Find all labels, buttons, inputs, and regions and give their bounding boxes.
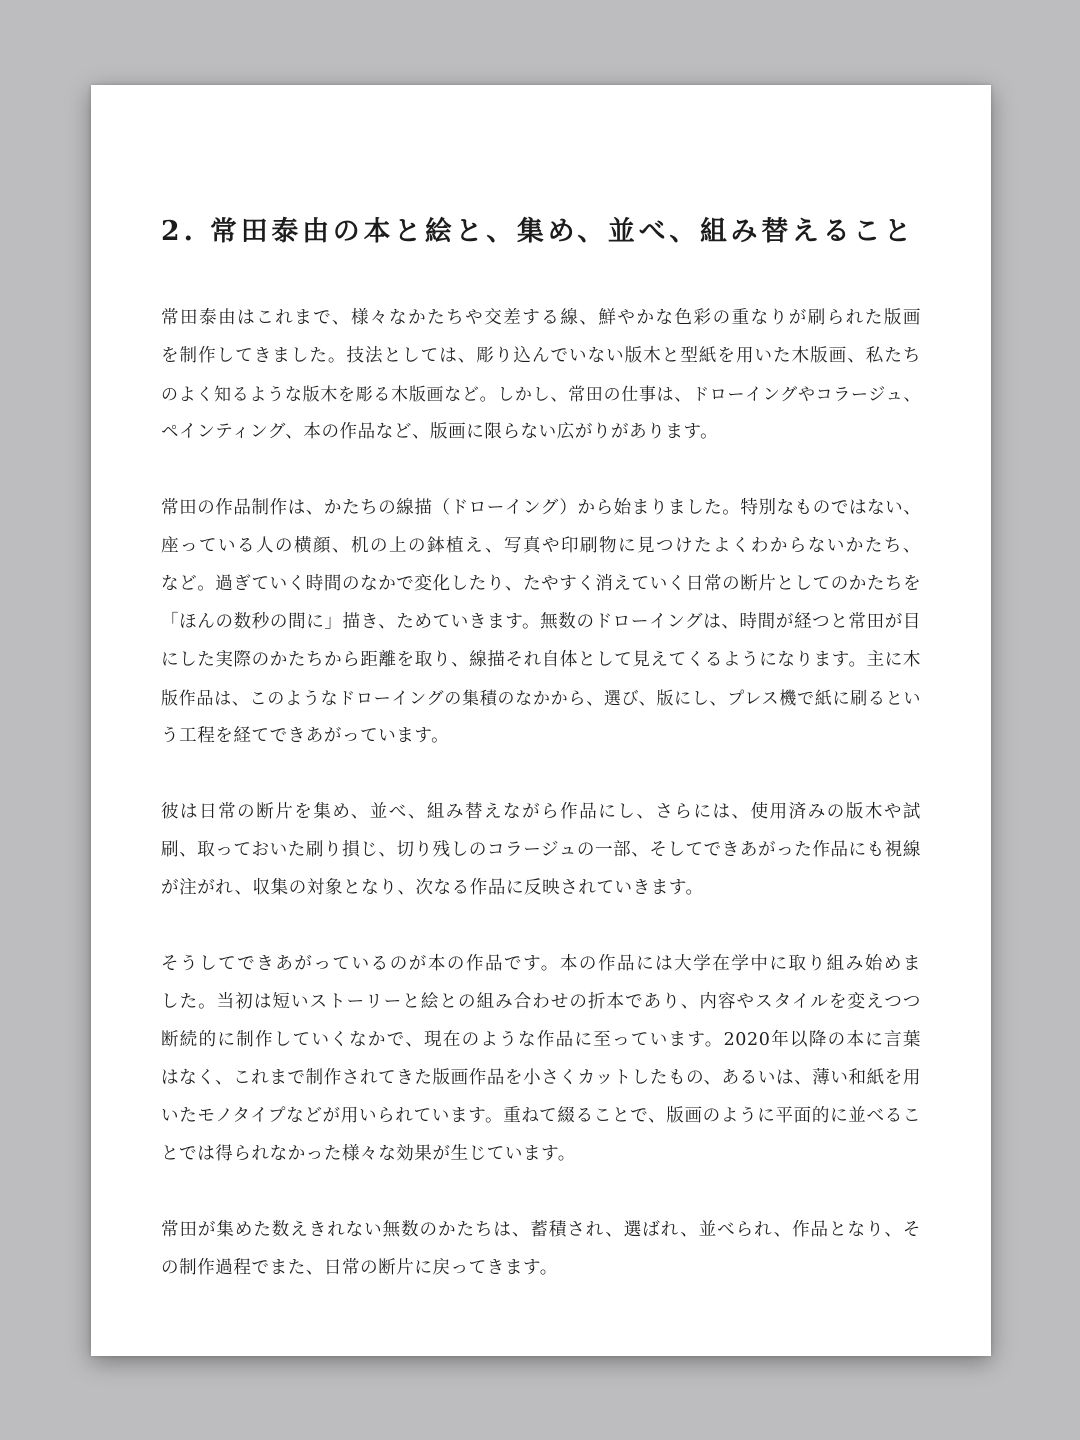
text-line: にした実際のかたちから距離を取り、線描それ自体として見えてくるようになります。主に木 [161, 650, 921, 670]
text-line: はなく、これまで制作されてきた版画作品を小さくカットしたもの、あるいは、薄い和紙を用 [161, 1068, 921, 1088]
text-line: 常田が集めた数えきれない無数のかたちは、蓄積され、選ばれ、並べられ、作品となり、そ [161, 1220, 921, 1240]
text-line: そうしてできあがっているのが本の作品です。本の作品には大学在学中に取り組み始めま [161, 954, 921, 974]
section-heading: 2. 常田泰由の本と絵と、集め、並べ、組み替えること [161, 216, 915, 247]
text-line: を制作してきました。技法としては、彫り込んでいない版木と型紙を用いた木版画、私たち [161, 346, 921, 366]
text-line: 彼は日常の断片を集め、並べ、組み替えながら作品にし、さらには、使用済みの版木や試 [161, 802, 921, 822]
text-line: 常田泰由はこれまで、様々なかたちや交差する線、鮮やかな色彩の重なりが刷られた版画 [161, 308, 921, 328]
text-line: 「ほんの数秒の間に」描き、ためていきます。無数のドローイングは、時間が経つと常田が目 [161, 612, 921, 632]
text-line: のよく知るような版木を彫る木版画など。しかし、常田の仕事は、ドローイングやコラージュ、 [161, 384, 921, 404]
text-line: 刷、取っておいた刷り損じ、切り残しのコラージュの一部、そしてできあがった作品にも視線 [161, 840, 921, 860]
text-line: の制作過程でまた、日常の断片に戻ってきます。 [161, 1258, 558, 1278]
document-page [91, 85, 991, 1356]
text-line: 座っている人の横顔、机の上の鉢植え、写真や印刷物に見つけたよくわからないかたち、 [161, 536, 921, 556]
text-line: う工程を経てできあがっています。 [161, 726, 450, 746]
text-line: 断続的に制作していくなかで、現在のような作品に至っています。2020年以降の本に言葉 [161, 1030, 921, 1050]
text-line: が注がれ、収集の対象となり、次なる作品に反映されていきます。 [161, 878, 704, 898]
text-line: ペインティング、本の作品など、版画に限らない広がりがあります。 [161, 422, 719, 442]
body-text [161, 299, 921, 1287]
page-content [161, 203, 921, 1325]
text-line: した。当初は短いストーリーと絵との組み合わせの折本であり、内容やスタイルを変えつつ [161, 992, 921, 1012]
text-line: 常田の作品制作は、かたちの線描（ドローイング）から始まりました。特別なものではない、 [161, 498, 922, 518]
paragraph-4 [161, 945, 921, 1173]
text-line: とでは得られなかった様々な効果が生じています。 [161, 1144, 576, 1164]
text-line: 版作品は、このようなドローイングの集積のなかから、選び、版にし、プレス機で紙に刷るとい [161, 688, 921, 708]
text-line: など。過ぎていく時間のなかで変化したり、たやすく消えていく日常の断片としてのかたちを [161, 574, 922, 594]
paragraph-5 [161, 1211, 921, 1287]
paragraph-3 [161, 793, 921, 907]
paragraph-1 [161, 299, 921, 451]
paragraph-2 [161, 489, 921, 755]
text-line: いたモノタイプなどが用いられています。重ねて綴ることで、版画のように平面的に並べるこ [161, 1106, 921, 1126]
